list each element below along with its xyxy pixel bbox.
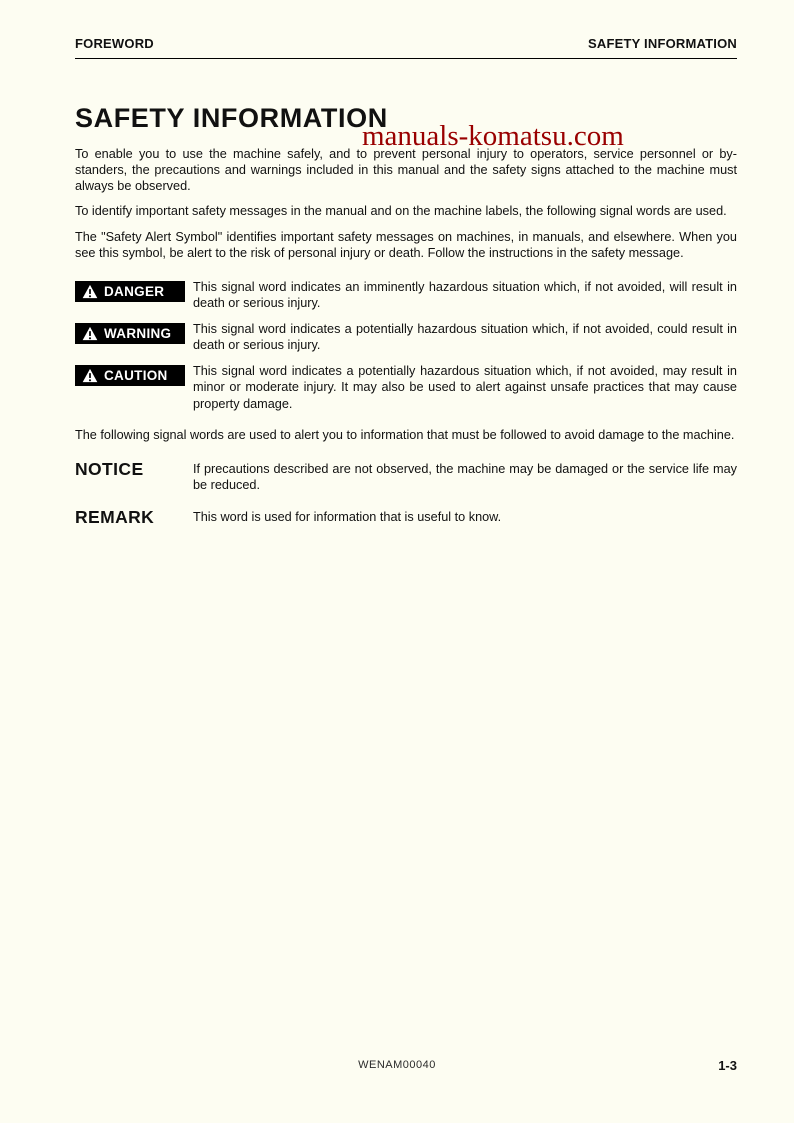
warning-label-box xyxy=(75,323,185,344)
page-content xyxy=(0,103,794,528)
header-left-label: FOREWORD xyxy=(75,36,154,51)
caution-description: This signal word indicates a potentially hazardous situation which, if not avoided, may result in minor or moderate injury. It may also be used to alert against unsafe practices that may cause property damage. xyxy=(193,364,737,411)
watermark-text: manuals-komatsu.com xyxy=(362,120,624,152)
notice-label: NOTICE xyxy=(75,458,144,479)
intro-paragraph: To enable you to use the machine safely, and to prevent personal injury to operators, service personnel or by-standers, the precautions and warnings included in this manual and the safety signs attached to the machine must always be observed. xyxy=(75,147,737,194)
danger-row xyxy=(75,279,737,311)
remark-row xyxy=(75,509,737,528)
warning-row xyxy=(75,321,737,353)
warning-label: WARNING xyxy=(104,326,172,341)
danger-description: This signal word indicates an imminently hazardous situation which, if not avoided, will result in death or serious injury. xyxy=(193,279,737,310)
page-header xyxy=(0,0,794,51)
notice-row xyxy=(75,458,737,493)
page-number: 1-3 xyxy=(718,1058,737,1073)
warning-triangle-icon xyxy=(82,284,98,299)
danger-label: DANGER xyxy=(104,283,165,299)
notice-description: If precautions described are not observed, the machine may be damaged or the service life may be reduced. xyxy=(193,461,737,492)
page-title: SAFETY INFORMATION xyxy=(75,103,388,133)
header-divider xyxy=(75,58,737,59)
caution-label: CAUTION xyxy=(104,368,168,384)
page-footer xyxy=(0,1059,794,1077)
machine-damage-paragraph: The following signal words are used to alert you to information that must be followed to avoid damage to the machine. xyxy=(75,427,735,442)
remark-label: REMARK xyxy=(75,507,155,527)
caution-row xyxy=(75,363,737,411)
document-code: WENAM00040 xyxy=(358,1059,436,1071)
signal-word-section xyxy=(75,279,737,412)
intro-paragraph: To identify important safety messages in the manual and on the machine labels, the following signal words are used. xyxy=(75,204,727,219)
intro-paragraph: The "Safety Alert Symbol" identifies important safety messages on machines, in manuals, and elsewhere. When you see this symbol, be alert to the risk of personal injury or death. Follow the instructions in the safety message. xyxy=(75,229,737,260)
danger-label-box xyxy=(75,281,185,302)
header-right-label: SAFETY INFORMATION xyxy=(587,36,737,51)
remark-description: This word is used for information that is useful to know. xyxy=(193,510,502,524)
caution-label-box xyxy=(75,365,185,386)
warning-description: This signal word indicates a potentially hazardous situation which, if not avoided, could result in death or serious injury. xyxy=(193,322,737,353)
warning-triangle-icon xyxy=(82,368,98,383)
warning-triangle-icon xyxy=(82,326,98,341)
notice-section xyxy=(75,458,737,528)
